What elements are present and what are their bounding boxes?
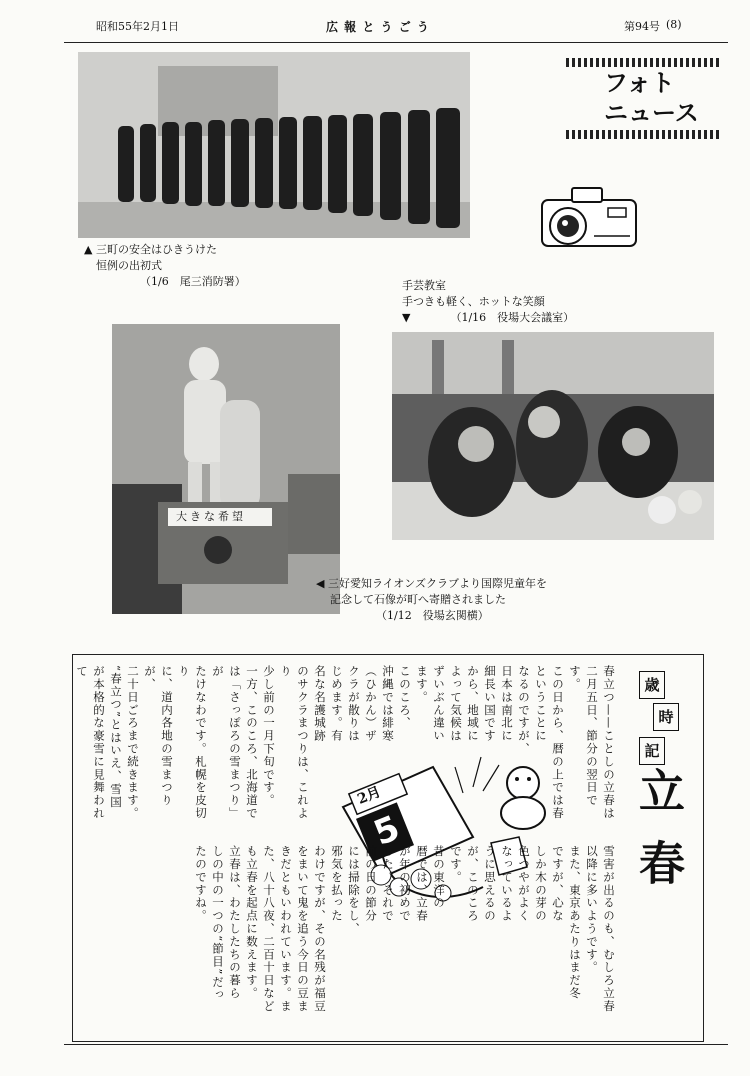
column-label <box>639 671 681 771</box>
text-line: に、道内各地の雪まつりが、 <box>143 665 174 807</box>
text-line: 以降に多いようです。 <box>585 845 599 974</box>
column-label-char1: 歳 <box>639 671 665 699</box>
text-line: 日本は南北に <box>500 665 514 743</box>
photo-handicraft-class <box>392 332 714 540</box>
text-line: しの中の一つの“節目”だっ <box>211 845 225 1002</box>
text-line: じめます。有 <box>330 665 344 743</box>
photo1-place: 尾三消防署） <box>179 275 246 288</box>
text-line: が年の初めで <box>398 845 412 923</box>
photo1-caption-line1: 三町の安全はひきうけた <box>95 243 217 256</box>
text-line: なっているよ <box>500 845 514 923</box>
feature-title <box>604 68 699 128</box>
photo3-place: 役場玄関横） <box>422 609 489 622</box>
calendar-day: 5 <box>368 808 406 854</box>
camera-icon <box>536 184 642 260</box>
column-text-lower <box>167 845 617 1015</box>
text-line: には掃除をし、 <box>347 845 361 936</box>
photo-statue <box>112 324 340 614</box>
text-line: は「さっぽろの雪まつり」が <box>211 665 242 820</box>
text-line: 一方、このころ、北海道で <box>245 665 259 820</box>
text-line: よって気候は <box>449 665 463 743</box>
text-line: 名な名護城跡 <box>313 665 327 743</box>
text-line: きだともいわれています。ま <box>279 845 293 1013</box>
text-line: しか木の芽の <box>534 845 548 923</box>
text-line: です。 <box>449 845 463 884</box>
text-line: も立春を起点に数えます。 <box>245 845 259 1000</box>
triangle-icon: ▲ <box>84 243 96 256</box>
text-line: 春立つ——ことしの立春は <box>602 665 616 820</box>
column-label-char3: 記 <box>639 737 665 765</box>
statue-plaque: 大きな希望 <box>176 510 246 523</box>
text-line: 暦では、立春 <box>415 845 429 923</box>
photo3-caption <box>316 576 547 624</box>
text-line: 沖縄では緋寒 <box>381 665 395 743</box>
text-line: 色つやがよく <box>517 845 531 923</box>
photo2-caption-line2: 手つきも軽く、ホットな笑顔 <box>402 295 545 308</box>
text-line: た、八十八夜、二百十日など <box>262 845 276 1013</box>
photo3-caption-line1: 三好愛知ライオンズクラブより国際児童年を <box>327 577 547 590</box>
text-line: わけですが、その名残が福豆 <box>313 845 327 1013</box>
title-dots-top <box>566 58 720 67</box>
text-line: この日から、暦の上では春 <box>551 665 565 820</box>
photo3-date: （1/12 <box>376 609 412 622</box>
triangle-down-icon: ▼ <box>402 311 411 324</box>
text-line: 昔の東洋の <box>432 845 446 910</box>
calendar-month: 2月 <box>355 784 384 808</box>
text-line: をまいて鬼を追う今日の豆ま <box>296 845 310 1013</box>
text-line: また、東京あたりはまだ冬 <box>568 845 582 1000</box>
text-line: たのですね。 <box>194 845 208 923</box>
photo3-caption-line2: 記念して石像が町へ寄贈されました <box>330 593 506 606</box>
text-line: 二月五日、節分の翌日です。 <box>568 665 599 807</box>
seasonal-column <box>72 654 704 1042</box>
triangle-left-icon: ◀ <box>316 577 328 590</box>
photo2-caption-line1: 手芸教室 <box>402 279 446 292</box>
text-line: （ひかん）ザ <box>364 665 378 743</box>
text-line: した。それで <box>381 845 395 923</box>
text-line: 二十日ごろまで続きます。 <box>126 665 140 820</box>
text-line: 前の日の節分 <box>364 845 378 923</box>
text-line: ずいぶん違い <box>432 665 446 743</box>
footer-rule <box>64 1044 728 1045</box>
photo1-date: （1/6 <box>140 275 169 288</box>
text-line: 邪気を払った <box>330 845 344 923</box>
text-line: このころ、 <box>398 665 412 730</box>
column-title: 立春 <box>632 767 686 911</box>
text-line: たけなわです。札幌を皮切り <box>177 665 208 820</box>
photo2-caption <box>402 278 574 326</box>
issue-number: 第94号 <box>624 20 660 33</box>
photo-fire-brigade <box>78 52 470 238</box>
feature-title-line1: フォト <box>604 69 675 97</box>
feature-title-line2: ニュース <box>604 99 699 127</box>
issue-date: 昭和55年2月1日 <box>96 20 179 33</box>
text-line: 雪害が出るのも、むしろ立春 <box>602 845 616 1013</box>
text-line: クラが散りは <box>347 665 361 743</box>
photo2-place: 役場大会議室） <box>497 311 575 324</box>
text-line: なるのですが、 <box>517 665 531 756</box>
photo1-caption-line2: 恒例の出初式 <box>96 259 162 272</box>
text-line: ということに <box>534 665 548 743</box>
text-line: うに思えるの <box>483 845 497 923</box>
title-dots-bottom <box>566 130 720 139</box>
text-line: ます。 <box>415 665 429 704</box>
text-line: 立春は、わたしたちの暮ら <box>228 845 242 1000</box>
text-line: から、地域に <box>466 665 480 743</box>
column-label-char2: 時 <box>653 703 679 731</box>
header-rule <box>64 42 728 43</box>
text-line: のサクラまつりは、これより <box>279 665 310 820</box>
text-line: 細長い国です <box>483 665 497 743</box>
text-line: が本格的な豪雪に見舞われて <box>75 665 106 820</box>
text-line: ですが、心な <box>551 845 565 923</box>
text-line: が、このころ <box>466 845 480 923</box>
photo2-date: （1/16 <box>450 311 487 324</box>
page-number: (8) <box>666 18 682 31</box>
photo1-caption <box>84 242 246 290</box>
newsletter-title: 広 報 と う ご う <box>326 20 430 34</box>
text-line: 少し前の一月下旬です。 <box>262 665 276 807</box>
text-line: “春立つ”とはいえ、雪国 <box>109 665 123 809</box>
